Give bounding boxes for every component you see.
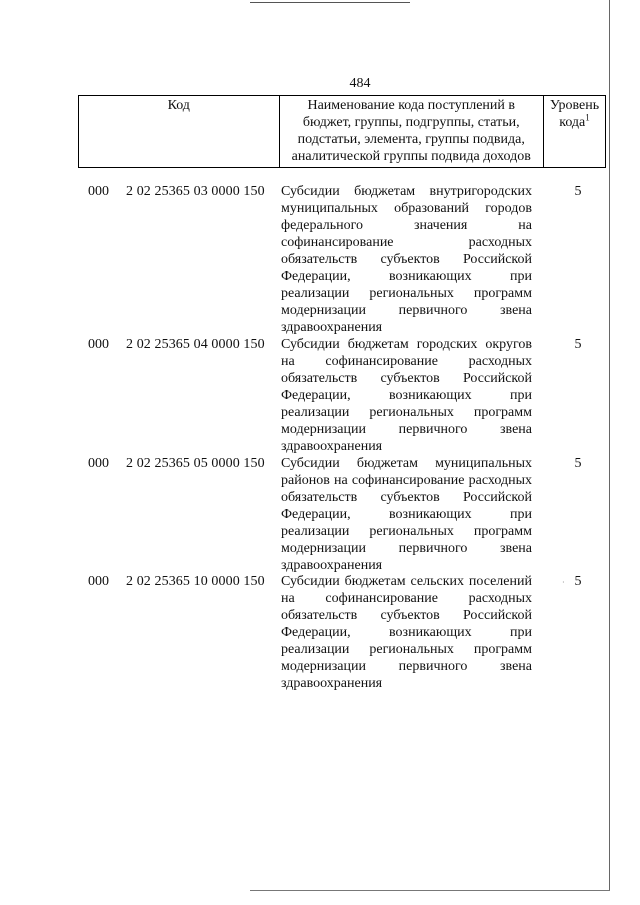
row-description: Субсидии бюджетам внутригородских муниципальных образований городов федерального значения на софинансирование расходных обязательств субъектов Российской Федерации, возникающих при реализации региональных программ модернизации первичного звена здравоохранения [281,184,532,335]
code-prefix: 000 [88,337,109,352]
header-level-label: Уровень кода [549,98,600,130]
table-header [78,95,606,168]
code-prefix: 000 [88,184,109,199]
budget-code: 2 02 25365 05 0000 150 [126,456,265,471]
page-number: 484 [349,76,371,91]
row-description: Субсидии бюджетам муниципальных районов на софинансирование расходных обязательств субъектов Российской Федерации, возникающих при реализации региональных программ модернизации первичного звена здравоохранения [281,456,532,573]
header-name-cell: Наименование кода поступлений в бюджет, группы, подгруппы, статьи, подстатьи, элемента, группы подвида, аналитической группы подвида доходов [279,96,544,168]
row-description: Субсидии бюджетам сельских поселений на софинансирование расходных обязательств субъектов Российской Федерации, возникающих при реализации региональных программ модернизации первичного звена здравоохранения [281,574,532,691]
code-prefix: 000 [88,574,109,589]
code-level [562,573,588,590]
scan-speck: · [562,578,565,587]
scan-edge-bottom [250,890,610,891]
footnote-marker: 1 [585,112,590,123]
code-level-value: 5 [574,574,582,589]
code-level: 5 [574,184,582,199]
header-level-cell [544,96,606,168]
budget-code: 2 02 25365 10 0000 150 [126,574,265,589]
budget-code: 2 02 25365 03 0000 150 [126,184,265,199]
header-code-cell: Код [79,96,280,168]
row-description: Субсидии бюджетам городских округов на софинансирование расходных обязательств субъектов Российской Федерации, возникающих при реализации региональных программ модернизации первичного звена здравоохранения [281,337,532,454]
code-level: 5 [574,337,582,352]
code-prefix: 000 [88,456,109,471]
code-level: 5 [574,456,582,471]
scan-edge-right [609,0,610,890]
scan-edge-top [250,2,410,3]
budget-code: 2 02 25365 04 0000 150 [126,337,265,352]
